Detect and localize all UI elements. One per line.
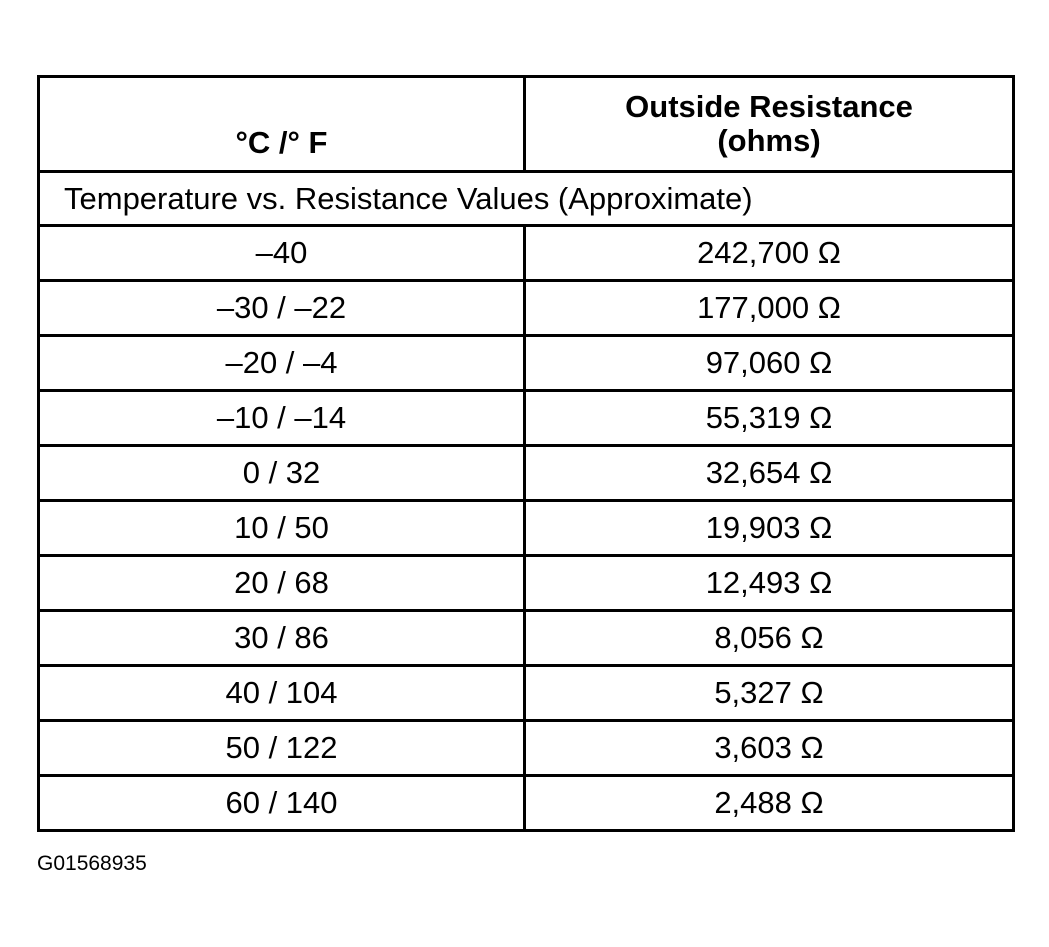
temperature-cell: 40 / 104 [39,666,525,721]
temperature-cell: –40 [39,226,525,281]
table-row [39,556,1014,611]
resistance-cell: 12,493 Ω [525,556,1014,611]
table-row [39,776,1014,831]
resistance-cell: 5,327 Ω [525,666,1014,721]
temperature-cell: 0 / 32 [39,446,525,501]
temperature-cell: 20 / 68 [39,556,525,611]
temperature-cell: 50 / 122 [39,721,525,776]
resistance-cell: 19,903 Ω [525,501,1014,556]
temperature-cell: 60 / 140 [39,776,525,831]
resistance-cell: 3,603 Ω [525,721,1014,776]
table-row [39,226,1014,281]
table-row [39,336,1014,391]
resistance-cell: 177,000 Ω [525,281,1014,336]
table-row [39,391,1014,446]
table-row [39,721,1014,776]
resistance-table-container [37,75,1012,832]
resistance-cell: 242,700 Ω [525,226,1014,281]
resistance-cell: 2,488 Ω [525,776,1014,831]
resistance-cell: 32,654 Ω [525,446,1014,501]
table-row [39,281,1014,336]
table-row [39,666,1014,721]
temperature-cell: 30 / 86 [39,611,525,666]
table-row [39,611,1014,666]
resistance-cell: 97,060 Ω [525,336,1014,391]
resistance-header-line2: (ohms) [717,123,821,158]
resistance-table [37,75,1015,832]
temperature-cell: 10 / 50 [39,501,525,556]
table-caption: Temperature vs. Resistance Values (Approximate) [39,172,1014,226]
resistance-column-header [525,77,1014,172]
temperature-cell: –10 / –14 [39,391,525,446]
figure-id: G01568935 [37,852,147,875]
table-row [39,446,1014,501]
temperature-cell: –30 / –22 [39,281,525,336]
resistance-cell: 55,319 Ω [525,391,1014,446]
temperature-cell: –20 / –4 [39,336,525,391]
table-row [39,501,1014,556]
table-header-row [39,77,1014,172]
resistance-header-line1: Outside Resistance [625,89,913,124]
temperature-column-header: °C /° F [39,77,525,172]
resistance-cell: 8,056 Ω [525,611,1014,666]
table-caption-row [39,172,1014,226]
